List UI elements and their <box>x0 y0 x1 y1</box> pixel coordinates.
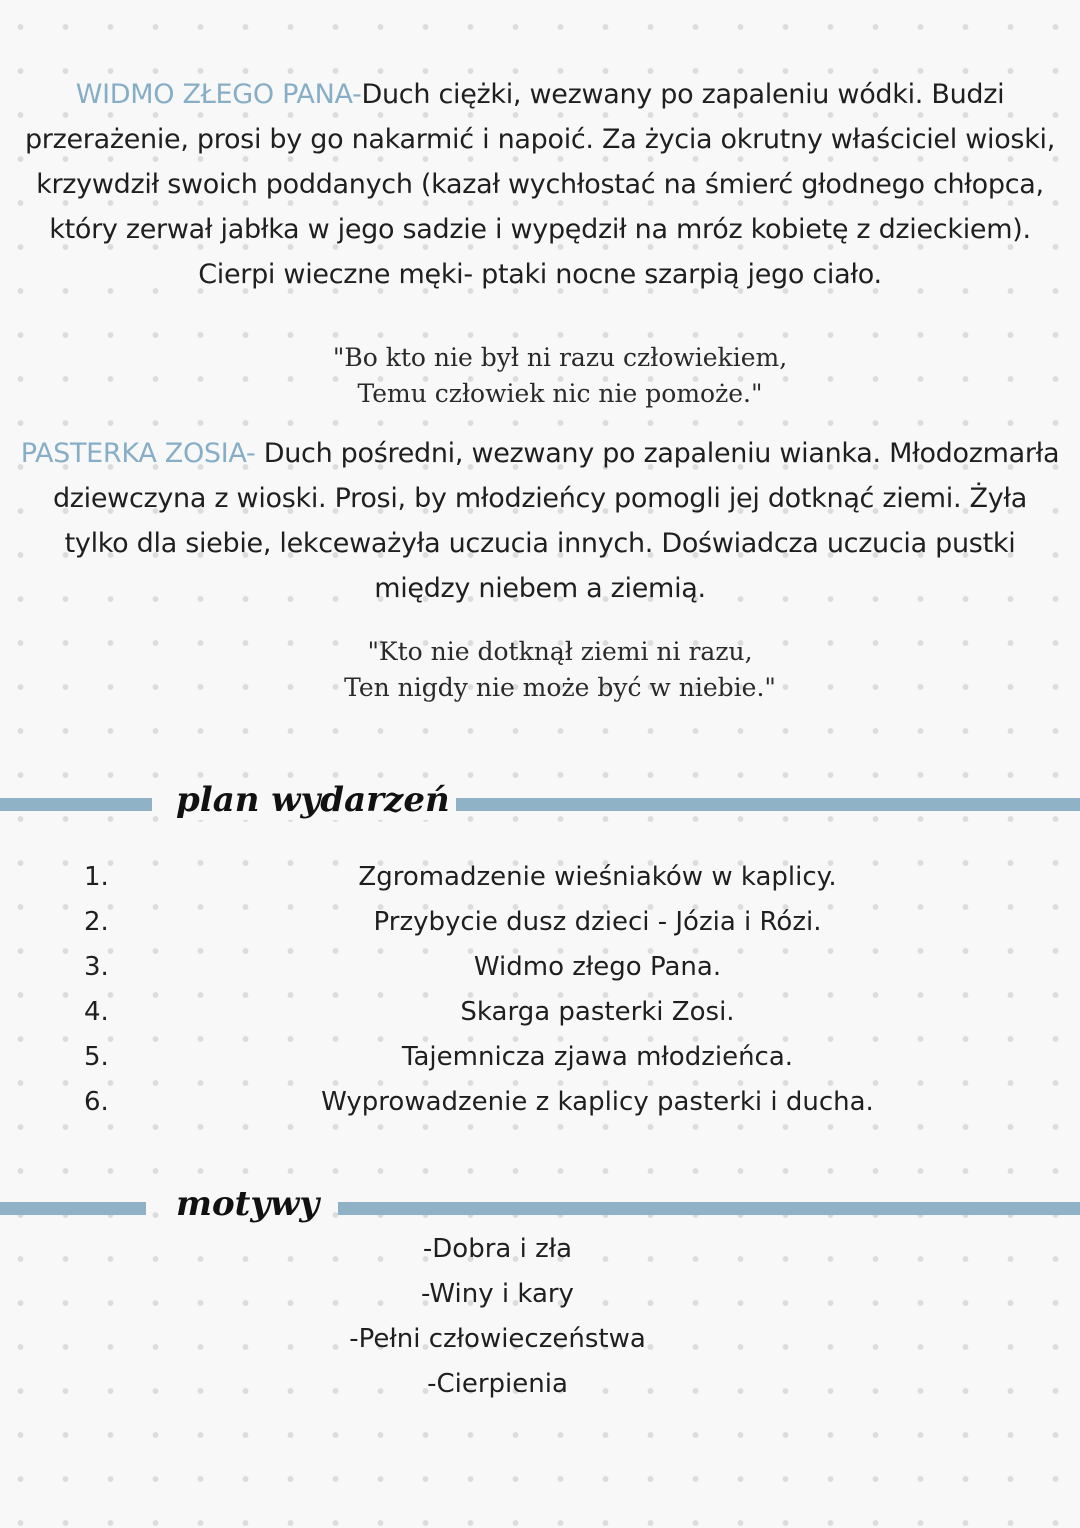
widmo-text: Duch ciężki, wezwany po zapaleniu wódki. Budzi przerażenie, prosi by go nakarmić i napoić. Za życia okrutny właściciel wioski, krzywdził swoich poddanych (kazał wychłostać na śmierć głodnego chłopca, który zerwał jabłka w jego sadzie i wypędził na mróz kobietę z dzieckiem). Cierpi wieczne męki- ptaki nocne szarpią jego ciało. <box>24 79 1056 290</box>
widmo-paragraph <box>20 72 1060 297</box>
plan-title: plan wydarzeń <box>170 780 456 820</box>
plan-item-text: Wyprowadzenie z kaplicy pasterki i ducha. <box>321 1087 874 1117</box>
plan-item <box>0 1080 1080 1125</box>
plan-item-number: 5. <box>84 1042 109 1072</box>
motive-item: -Dobra i zła <box>422 1234 573 1264</box>
motive-item: -Cierpienia <box>427 1369 568 1399</box>
quote-line: "Kto nie dotknął ziemi ni razu, <box>367 637 753 666</box>
motive-item: -Pełni człowieczeństwa <box>349 1324 646 1354</box>
plan-item-text: Przybycie dusz dzieci - Józia i Rózi. <box>373 907 822 937</box>
zosia-paragraph <box>20 431 1060 611</box>
plan-item <box>0 1035 1080 1080</box>
quote-line: "Bo kto nie był ni razu człowiekiem, <box>332 343 788 372</box>
motives-list <box>290 1227 705 1407</box>
section-divider <box>442 798 1080 811</box>
quote-line: Ten nigdy nie może być w niebie." <box>344 673 776 702</box>
plan-item <box>0 900 1080 945</box>
widmo-heading: WIDMO ZŁEGO PANA- <box>75 79 362 110</box>
plan-item-text: Zgromadzenie wieśniaków w kaplicy. <box>358 862 837 892</box>
motywy-title: motywy <box>170 1184 325 1224</box>
plan-item <box>0 945 1080 990</box>
plan-item-text: Widmo złego Pana. <box>473 952 722 982</box>
section-divider <box>0 1202 146 1215</box>
section-divider <box>338 1202 1080 1215</box>
zosia-heading: PASTERKA ZOSIA- <box>20 438 256 469</box>
plan-item <box>0 855 1080 900</box>
plan-item-text: Tajemnicza zjawa młodzieńca. <box>401 1042 794 1072</box>
plan-item-number: 6. <box>84 1087 109 1117</box>
quote-widmo <box>300 340 820 412</box>
plan-item-number: 4. <box>84 997 109 1027</box>
plan-item <box>0 990 1080 1035</box>
plan-item-number: 1. <box>84 862 109 892</box>
quote-line: Temu człowiek nic nie pomoże." <box>357 379 763 408</box>
plan-item-number: 3. <box>84 952 109 982</box>
motive-item: -Winy i kary <box>421 1279 574 1309</box>
plan-item-text: Skarga pasterki Zosi. <box>460 997 735 1027</box>
plan-list <box>0 855 1080 1125</box>
zosia-text: Duch pośredni, wezwany po zapaleniu wianka. Młodozmarła dziewczyna z wioski. Prosi, by młodzieńcy pomogli jej dotknąć ziemi. Żyła tylko dla siebie, lekceważyła uczucia innych. Doświadcza uczucia pustki między niebem a ziemią. <box>52 438 1060 604</box>
section-divider <box>0 798 152 811</box>
plan-item-number: 2. <box>84 907 109 937</box>
quote-zosia <box>300 634 820 706</box>
